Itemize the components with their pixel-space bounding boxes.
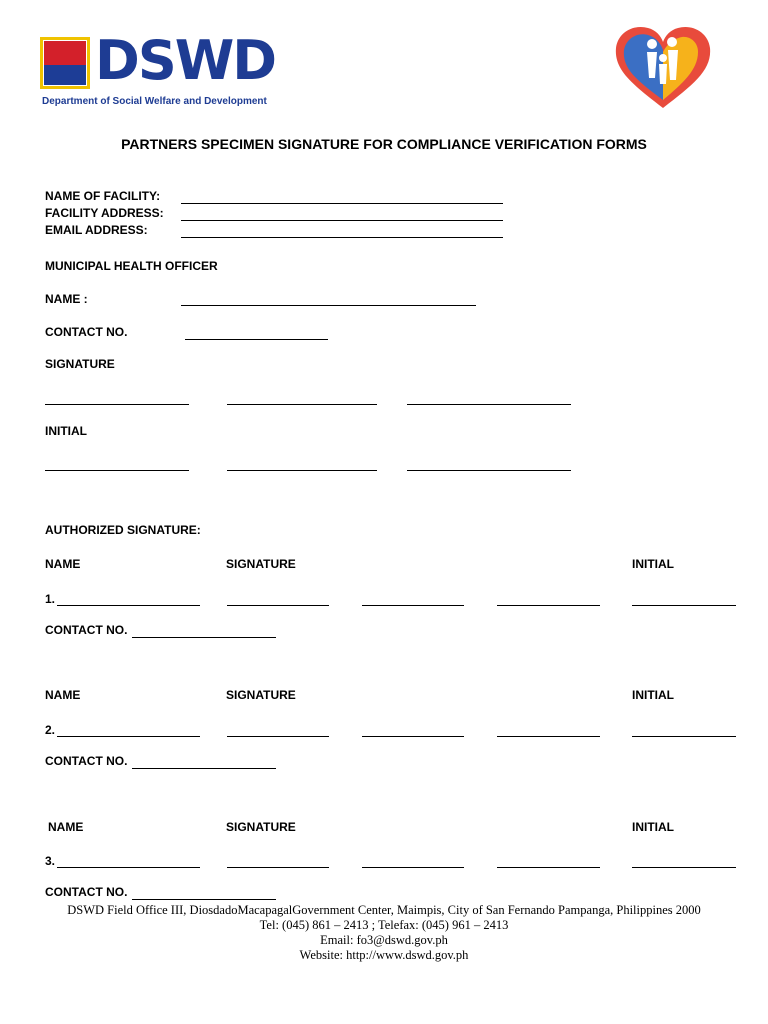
block1-name-line[interactable]: [57, 605, 200, 606]
logo-wordmark: DSWD: [95, 29, 276, 92]
mho-name-line[interactable]: [181, 305, 476, 306]
block1-initial-label: INITIAL: [632, 557, 674, 571]
block3-signature-label: SIGNATURE: [226, 820, 296, 834]
mho-initial-line-1[interactable]: [45, 470, 189, 471]
mho-contact-line[interactable]: [185, 339, 328, 340]
block3-name-label: NAME: [48, 820, 84, 834]
block1-signature-line-2[interactable]: [362, 605, 464, 606]
block3-contact-line[interactable]: [132, 899, 276, 900]
facility-address-label: FACILITY ADDRESS:: [45, 206, 164, 220]
facility-address-line[interactable]: [181, 220, 503, 221]
emblem-red-field: [44, 41, 86, 65]
email-address-label: EMAIL ADDRESS:: [45, 223, 148, 237]
mho-heading: MUNICIPAL HEALTH OFFICER: [45, 259, 218, 273]
block2-signature-label: SIGNATURE: [226, 688, 296, 702]
footer-email[interactable]: Email: fo3@dswd.gov.ph: [320, 933, 448, 947]
block2-initial-label: INITIAL: [632, 688, 674, 702]
block1-signature-line-1[interactable]: [227, 605, 329, 606]
footer-address: [0, 903, 768, 963]
block2-name-label: NAME: [45, 688, 81, 702]
block2-signature-line-3[interactable]: [497, 736, 600, 737]
block2-signature-line-2[interactable]: [362, 736, 464, 737]
footer-website[interactable]: Website: http://www.dswd.gov.ph: [299, 948, 469, 962]
mho-initial-line-2[interactable]: [227, 470, 377, 471]
block3-signature-line-2[interactable]: [362, 867, 464, 868]
block1-signature-line-3[interactable]: [497, 605, 600, 606]
block3-initial-line[interactable]: [632, 867, 736, 868]
block2-number: 2.: [45, 723, 56, 737]
block3-number: 3.: [45, 854, 56, 868]
mho-name-label: NAME :: [45, 292, 88, 306]
mho-signature-line-2[interactable]: [227, 404, 377, 405]
mho-signature-label: SIGNATURE: [45, 357, 115, 371]
block1-initial-line[interactable]: [632, 605, 736, 606]
block2-signature-line-1[interactable]: [227, 736, 329, 737]
mho-initial-label: INITIAL: [45, 424, 87, 438]
mho-signature-line-1[interactable]: [45, 404, 189, 405]
block2-initial-line[interactable]: [632, 736, 736, 737]
block1-number: 1.: [45, 592, 56, 606]
block2-contact-label: CONTACT NO.: [45, 754, 128, 768]
block3-initial-label: INITIAL: [632, 820, 674, 834]
facility-name-line[interactable]: [181, 203, 503, 204]
mho-signature-line-3[interactable]: [407, 404, 571, 405]
footer-line-1: DSWD Field Office III, DiosdadoMacapagalGovernment Center, Maimpis, City of San Fernando Pampanga, Philippines 2000: [67, 903, 701, 917]
email-address-line[interactable]: [181, 237, 503, 238]
facility-name-label: NAME OF FACILITY:: [45, 189, 161, 203]
block2-name-line[interactable]: [57, 736, 200, 737]
family-heart-logo-icon: [612, 22, 714, 112]
mho-contact-label: CONTACT NO.: [45, 325, 128, 339]
block1-name-label: NAME: [45, 557, 81, 571]
mho-initial-line-3[interactable]: [407, 470, 571, 471]
block3-contact-label: CONTACT NO.: [45, 885, 128, 899]
block2-contact-line[interactable]: [132, 768, 276, 769]
block1-contact-line[interactable]: [132, 637, 276, 638]
block1-contact-label: CONTACT NO.: [45, 623, 128, 637]
logo-subtitle: Department of Social Welfare and Development: [42, 96, 267, 107]
block1-signature-label: SIGNATURE: [226, 557, 296, 571]
authorized-heading: AUTHORIZED SIGNATURE:: [45, 523, 201, 537]
block3-name-line[interactable]: [57, 867, 200, 868]
footer-line-2: Tel: (045) 861 – 2413 ; Telefax: (045) 961 – 2413: [259, 918, 509, 932]
block3-signature-line-3[interactable]: [497, 867, 600, 868]
block3-signature-line-1[interactable]: [227, 867, 329, 868]
emblem-blue-field: [44, 65, 86, 85]
page-title: PARTNERS SPECIMEN SIGNATURE FOR COMPLIANCE VERIFICATION FORMS: [121, 136, 647, 152]
